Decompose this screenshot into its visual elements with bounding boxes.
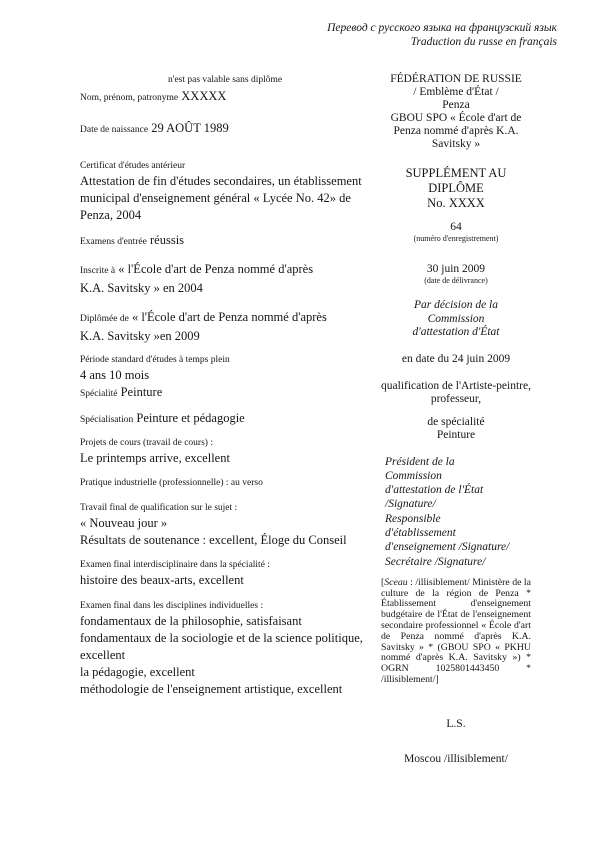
individual-exams-line-2: fondamentaux de la sociologie et de la science politique, [80,631,363,645]
supplement-title-block [381,166,531,211]
locus-sigilli: L.S. [446,717,466,730]
enrolled-line-2: K.A. Savitsky » en 2004 [80,281,203,295]
not-valid-note: n'est pas valable sans diplôme [168,75,283,85]
federation-block [381,73,531,151]
individual-exams-line-5: méthodologie de l'enseignement artistique, excellent [80,682,343,696]
enrolled-line-1: « l'École d'art de Penza nommé d'après [118,262,314,276]
graduated-line-2: K.A. Savitsky »en 2009 [80,329,200,343]
registration-number-caption: (numéro d'enregistrement) [413,234,499,243]
commission-decision: Par décision de la Commission d'attestation d'État [412,299,500,338]
speciality-of-value: Peinture [436,429,476,441]
left-column [80,74,385,698]
field-birthdate [80,120,382,139]
final-work-label: Travail final de qualification sur le sujet : [80,503,238,513]
enrolled-label: Inscrite à [80,266,116,276]
signature-line-8: Secrétaire /Signature/ [385,555,486,568]
field-name-label: Nom, prénom, patronyme [80,93,179,103]
final-exam-label: Examen final interdisciplinaire dans la spécialité : [80,560,270,570]
seal-word: Sceau [384,576,408,588]
city-name: Penza [442,99,470,111]
field-study-period [80,354,382,403]
graduated-label: Diplômée de [80,314,129,324]
field-birthdate-value: 29 AOÛT 1989 [151,121,229,135]
field-prior-certificate [80,160,382,224]
seal-text: : /illisiblement/ Ministère de la culture de la région de Penza * Établissement d'enseignement budgétaire de l'État de l'enseignement secondaire professionnel « École d'art de Penza nommé d'après K.A. Savitsky » * (GBOU SPO « PKHU nommé d'après K.A. Savitsky ») * OGRN 1025801443450 * /illisiblement/] [381,576,531,686]
signature-line-1: Président de la [385,455,455,468]
prior-certificate-label: Certificat d'études antérieur [80,161,186,171]
field-industrial-practice: Pratique industrielle (professionnelle) : au verso [80,478,263,488]
signatures-block [381,455,531,569]
signature-line-5: Responsible [385,512,441,525]
issue-date: 30 juin 2009 [426,263,486,275]
field-entrance-exams [80,232,382,251]
speciality-label: Spécialité [80,389,118,399]
signature-line-7: d'enseignement /Signature/ [385,541,510,554]
supplement-title: SUPPLÉMENT AU DIPLÔME [405,166,507,195]
signature-line-3: d'attestation de l'État [385,484,484,497]
qualification-text: qualification de l'Artiste-peintre, professeur, [381,379,531,405]
translation-note-french: Traduction du russe en français [410,35,557,48]
field-course-projects [80,437,382,467]
field-individual-exams [80,600,382,698]
signature-line-6: d'établissement [385,526,456,539]
course-projects-value: Le printemps arrive, excellent [80,451,230,465]
seal-open-bracket: [ [381,576,385,588]
field-final-work [80,502,382,549]
signature-line-4: /Signature/ [385,498,436,511]
registration-number: 64 [450,221,462,233]
translation-note-russian: Перевод с русского языка на французский язык [327,22,557,34]
study-period-value: 4 ans 10 mois [80,368,150,382]
issue-date-block [381,263,531,285]
final-work-title: « Nouveau jour » [80,516,168,530]
field-final-exam [80,559,385,589]
right-column [381,73,531,766]
supplement-number: No. XXXX [427,196,485,210]
individual-exams-line-4: la pédagogie, excellent [80,665,195,679]
prior-certificate-line-3: Penza, 2004 [80,208,142,222]
seal-description [381,578,531,686]
prior-certificate-line-1: Attestation de fin d'études secondaires, un établissement [80,174,362,188]
translation-header [327,22,557,49]
institution-name: GBOU SPO « École d'art de Penza nommé d'après K.A. Savitsky » [390,112,522,150]
individual-exams-line-3: excellent [80,648,126,662]
field-specialisation [80,410,382,429]
field-enrolled [80,261,382,297]
study-period-label: Période standard d'études à temps plein [80,355,230,365]
speciality-value: Peinture [120,385,163,399]
field-name-value: XXXXX [181,89,227,103]
field-name [80,88,382,107]
entrance-exams-value: réussis [150,233,185,247]
place-line: Moscou /illisiblement/ [404,752,508,765]
specialisation-value: Peinture et pédagogie [136,411,245,425]
speciality-block [381,416,531,443]
field-graduated [80,309,382,345]
graduated-line-1: « l'École d'art de Penza nommé d'après [131,310,327,324]
decision-date: en date du 24 juin 2009 [401,352,511,365]
registration-block [381,221,531,243]
prior-certificate-line-2: municipal d'enseignement général « Lycée No. 42» de [80,191,351,205]
issue-date-caption: (date de délivrance) [424,276,488,285]
field-speciality [80,384,382,403]
final-exam-value: histoire des beaux-arts, excellent [80,573,244,587]
state-emblem-note: / Emblème d'État / [413,86,499,98]
country-title: FÉDÉRATION DE RUSSIE [390,73,522,85]
individual-exams-line-1: fondamentaux de la philosophie, satisfaisant [80,614,302,628]
individual-exams-label: Examen final dans les disciplines individuelles : [80,601,264,611]
field-birthdate-label: Date de naissance [80,125,149,135]
final-work-result: Résultats de soutenance : excellent, Éloge du Conseil [80,533,347,547]
speciality-of-label: de spécialité [427,415,485,428]
signature-line-2: Commission [385,469,442,482]
course-projects-label: Projets de cours (travail de cours) : [80,438,213,448]
entrance-exams-label: Examens d'entrée [80,237,147,247]
specialisation-label: Spécialisation [80,415,134,425]
